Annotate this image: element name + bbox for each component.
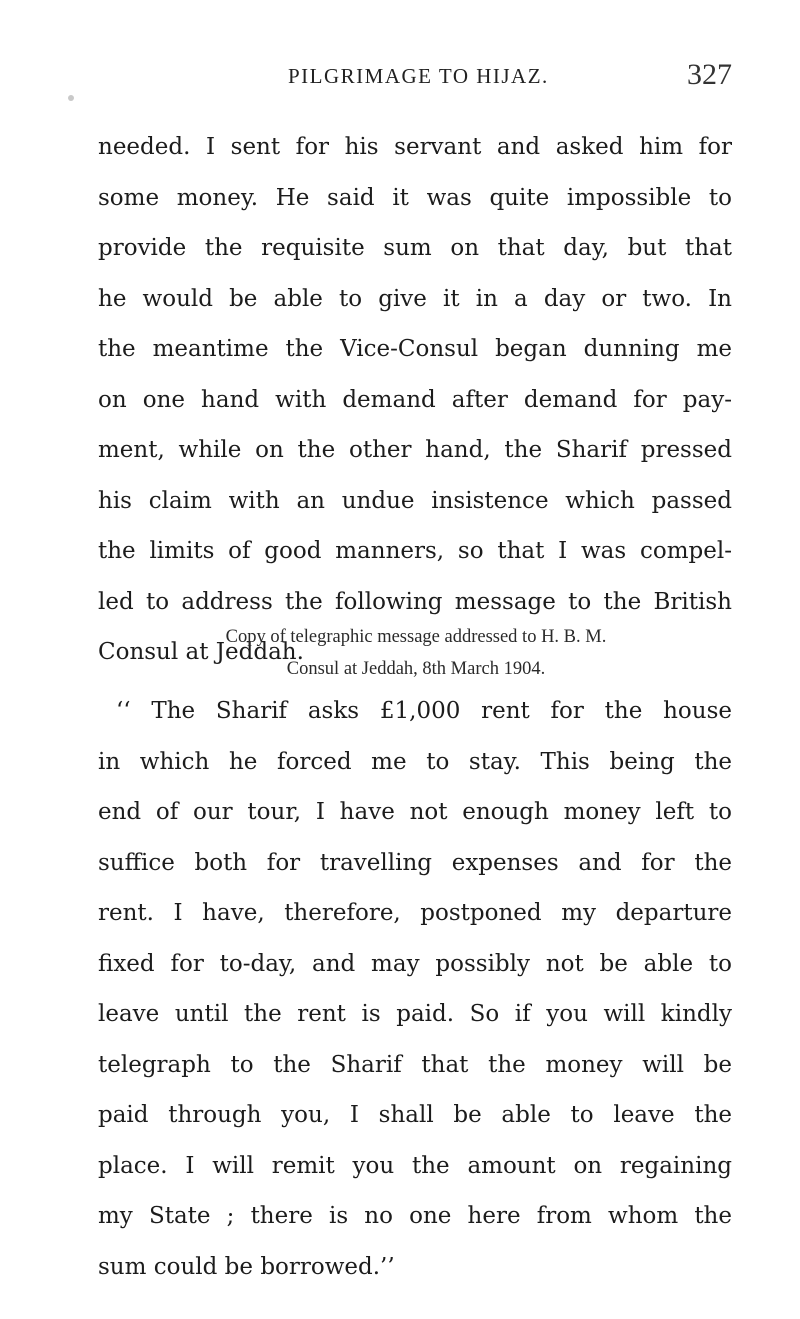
text-line: Consul at Jeddah. [98,639,304,665]
text-line: place. I will remit you the amount on regaining [98,1152,732,1179]
text-line: the meantime the Vice-Consul began dunning me [98,336,732,362]
text-line: the limits of good manners, so that I was compel- [98,538,732,564]
text-line: on one hand with demand after demand for pay- [98,386,732,413]
telegram-caption [98,621,734,685]
caption-line-2: Consul at Jeddah, 8th March 1904. [286,659,546,679]
text-line: he would be able to give it in a day or two. In [98,285,732,312]
text-line: needed. I sent for his servant and asked him for [98,134,732,160]
text-line: ‘‘ The Sharif asks £1,000 rent for the house [116,698,732,724]
text-line: ment, while on the other hand, the Sharif pressed [98,437,732,463]
page-number: 327 [687,58,732,91]
text-line: telegraph to the Sharif that the money will be [98,1051,732,1078]
text-line: sum could be borrowed.’’ [98,1253,395,1280]
text-line: leave until the rent is paid. So if you will kindly [98,1001,732,1027]
paragraph-1 [98,122,732,678]
text-line: my State ; there is no one here from whom the [98,1203,732,1229]
text-line: in which he forced me to stay. This being the [98,748,732,775]
text-line: end of our tour, I have not enough money left to [98,799,732,825]
text-line: fixed for to-day, and may possibly not be able to [98,950,732,977]
running-title: PILGRIMAGE TO HIJAZ. [288,64,549,88]
margin-speck [68,95,74,101]
text-line: rent. I have, therefore, postponed my departure [98,900,732,926]
text-line: paid through you, I shall be able to leave the [98,1102,732,1128]
caption-line-1: Copy of telegraphic message addressed to H. B. M. [225,627,607,647]
text-line: provide the requisite sum on that day, but that [98,235,732,261]
text-line: his claim with an undue insistence which passed [98,487,732,514]
text-line: some money. He said it was quite impossible to [98,184,732,211]
running-head [96,58,732,102]
text-line: led to address the following message to the British [98,588,732,615]
paragraph-2-telegram [98,686,732,1292]
text-line: suffice both for travelling expenses and for the [98,849,732,876]
